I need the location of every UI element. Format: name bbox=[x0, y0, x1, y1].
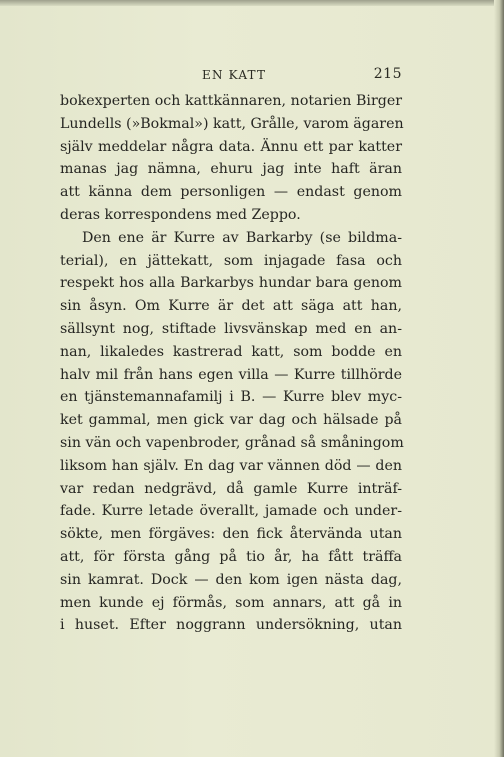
paragraph-1 bbox=[60, 90, 402, 227]
text-line: att, för första gång på tio år, ha fått träffa bbox=[60, 548, 402, 565]
text-line: halv mil från hans egen villa — Kurre tillhörde bbox=[60, 366, 402, 383]
text-line: terial), en jättekatt, som injagade fasa och bbox=[60, 252, 402, 269]
text-line: en tjänstemannafamilj i B. — Kurre blev myc- bbox=[60, 389, 402, 406]
text-line: Den ene är Kurre av Barkarby (se bildma- bbox=[82, 229, 402, 246]
text-line: ket gammal, men gick var dag och hälsade på bbox=[60, 412, 402, 429]
paragraph-2 bbox=[60, 227, 402, 637]
text-line: sin kamrat. Dock — den kom igen nästa dag, bbox=[60, 571, 402, 588]
text-line: nan, likaledes kastrerad katt, som bodde en bbox=[60, 343, 402, 360]
body-text bbox=[60, 90, 402, 637]
running-head-title: EN KATT bbox=[202, 68, 267, 82]
text-line: i huset. Efter noggrann undersökning, utan bbox=[60, 617, 402, 634]
text-line: sin åsyn. Om Kurre är det att säga att han, bbox=[60, 298, 402, 315]
text-line: men kunde ej förmås, som annars, att gå in bbox=[60, 594, 402, 611]
text-line: att känna dem personligen — endast genom bbox=[60, 184, 402, 201]
text-line: liksom han själv. En dag var vännen död — den bbox=[60, 457, 402, 474]
text-line: sökte, men förgäves: den fick återvända utan bbox=[60, 526, 402, 543]
text-line: respekt hos alla Barkarbys hundar bara genom bbox=[60, 275, 402, 292]
text-line: Lundells (»Bokmal») katt, Grålle, varom ägaren bbox=[60, 115, 404, 132]
text-line: sin vän och vapenbroder, grånad så småningom bbox=[60, 434, 404, 451]
page-number: 215 bbox=[373, 66, 402, 82]
text-line: fade. Kurre letade överallt, jamade och under- bbox=[60, 503, 402, 520]
text-line: var redan nedgrävd, då gamle Kurre inträf- bbox=[60, 480, 402, 497]
text-line: deras korrespondens med Zeppo. bbox=[60, 206, 301, 223]
text-line: bokexperten och kattkännaren, notarien Birger bbox=[60, 93, 402, 109]
page-right-edge bbox=[494, 0, 504, 757]
running-head bbox=[60, 66, 402, 86]
page-top-edge bbox=[0, 0, 504, 6]
text-line: sällsynt nog, stiftade livsvänskap med en an- bbox=[60, 320, 402, 337]
text-line: själv meddelar några data. Ännu ett par katter bbox=[60, 138, 402, 155]
text-line: manas jag nämna, ehuru jag inte haft äran bbox=[60, 161, 402, 178]
